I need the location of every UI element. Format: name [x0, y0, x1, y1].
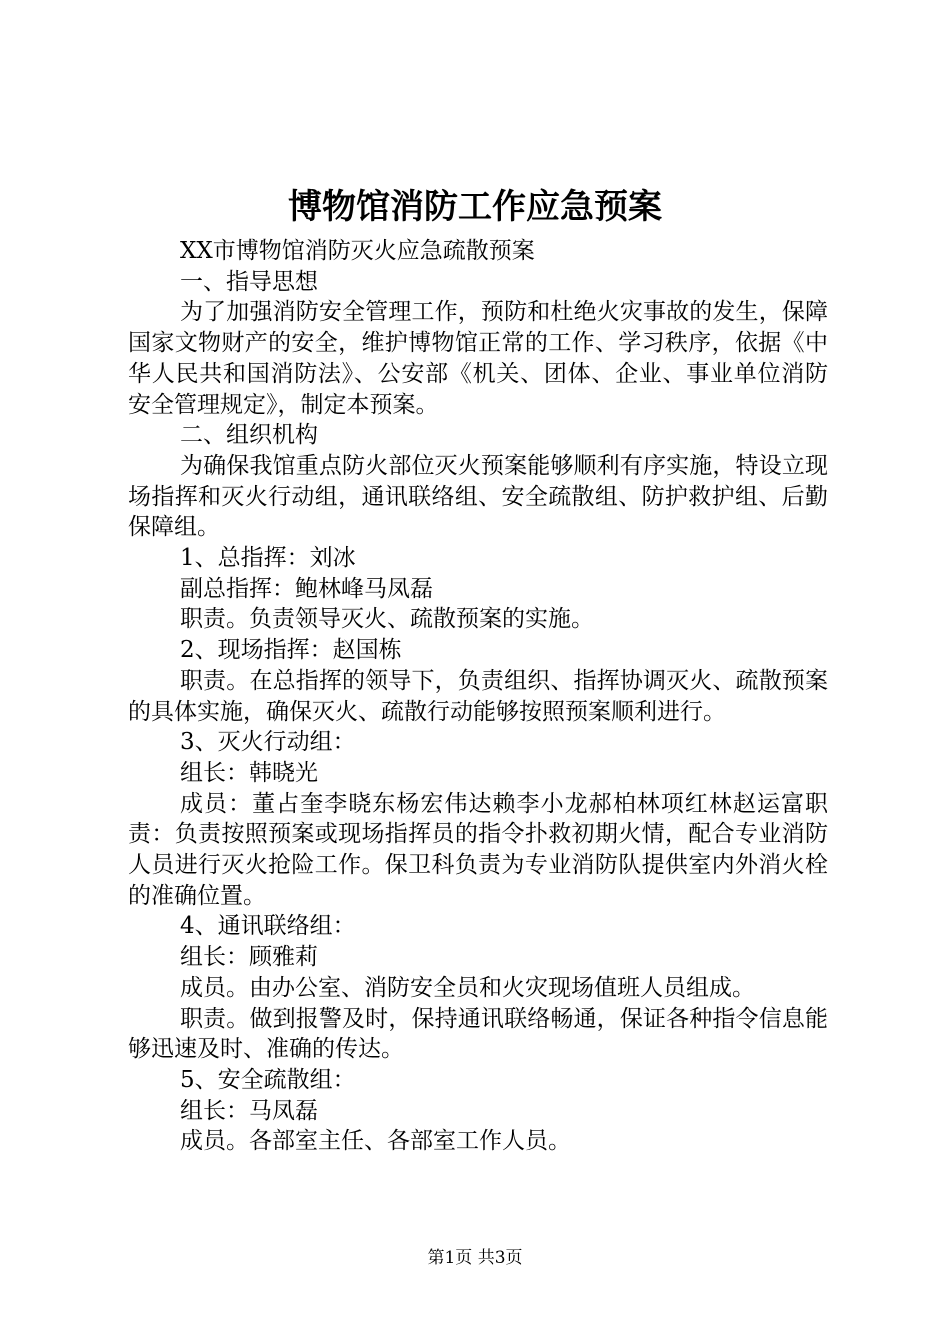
paragraph-purpose: 为了加强消防安全管理工作，预防和杜绝火灾事故的发生，保障国家文物财产的安全，维护博物馆正常的工作、学习秩序，依据《中华人民共和国消防法》、公安部《机关、团体、企业、事业单位消防安全管理规定》，制定本预案。: [128, 299, 828, 418]
paragraph-deputy-commander: 副总指挥：鲍林峰马凤磊: [180, 575, 433, 602]
paragraph-commander: 1、总指挥：刘冰: [180, 545, 356, 572]
paragraph-site-commander-duty: 职责。在总指挥的领导下，负责组织、指挥协调灭火、疏散预案的具体实施，确保灭火、疏散行动能够按照预案顺利进行。: [128, 667, 828, 725]
paragraph-firefighting-members: 成员：董占奎李晓东杨宏伟达赖李小龙郝柏林项红林赵运富职责：负责按照预案或现场指挥员的指令扑救初期火情，配合专业消防人员进行灭火抢险工作。保卫科负责为专业消防队提供室内外消火栓的准确位置。: [128, 790, 828, 909]
paragraph-subtitle: XX市博物馆消防灭火应急疏散预案: [180, 238, 535, 264]
heading-organization: 二、组织机构: [180, 422, 318, 449]
heading-communication-group: 4、通讯联络组：: [180, 913, 356, 940]
paragraph-communication-duty: 职责。做到报警及时，保持通讯联络畅通，保证各种指令信息能够迅速及时、准确的传达。: [128, 1005, 828, 1063]
paragraph-evacuation-leader: 组长：马凤磊: [180, 1097, 318, 1124]
heading-evacuation-group: 5、安全疏散组：: [180, 1066, 356, 1093]
heading-guiding-thought: 一、指导思想: [180, 268, 318, 295]
page-footer: 第1页 共3页: [427, 1248, 523, 1268]
paragraph-site-commander: 2、现场指挥：赵国栋: [180, 637, 402, 664]
paragraph-organization: 为确保我馆重点防火部位灭火预案能够顺利有序实施，特设立现场指挥和灭火行动组，通讯联络组、安全疏散组、防护救护组、后勤保障组。: [128, 452, 828, 541]
paragraph-evacuation-members: 成员。各部室主任、各部室工作人员。: [180, 1128, 571, 1155]
heading-firefighting-group: 3、灭火行动组：: [180, 729, 356, 756]
document-title: 博物馆消防工作应急预案: [288, 187, 662, 227]
paragraph-communication-leader: 组长：顾雅莉: [180, 944, 318, 971]
paragraph-communication-members: 成员。由办公室、消防安全员和火灾现场值班人员组成。: [180, 974, 755, 1001]
paragraph-commander-duty: 职责。负责领导灭火、疏散预案的实施。: [180, 606, 594, 633]
paragraph-firefighting-leader: 组长：韩晓光: [180, 759, 318, 786]
document-body: [128, 236, 828, 1157]
